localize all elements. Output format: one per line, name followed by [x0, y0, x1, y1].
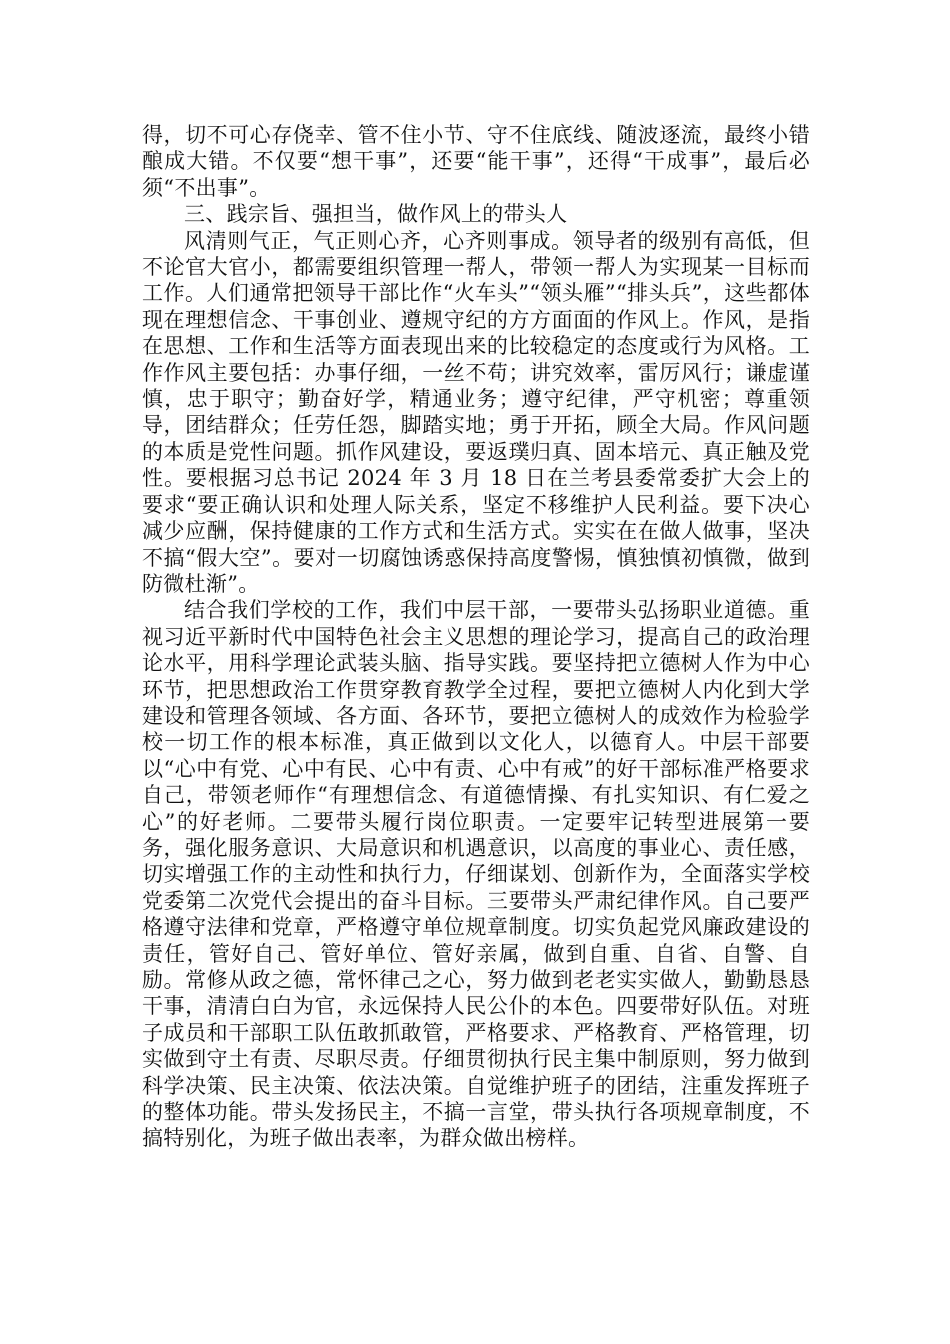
paragraph-school-cadres: 结合我们学校的工作，我们中层干部，一要带头弘扬职业道德。重视习近平新时代中国特色社会主义思想的理论学习，提高自己的政治理论水平，用科学理论武装头脑、指导实践。要坚持把立德树人作为中心环节，把思想政治工作贯穿教育教学全过程，要把立德树人内化到大学建设和管理各领域、各方面、各环节，要把立德树人的成效作为检验学校一切工作的根本标准，真正做到以文化人，以德育人。中层干部要以“心中有党、心中有民、心中有责、心中有戒”的好干部标准严格要求自己，带领老师作“有理想信念、有道德情操、有扎实知识、有仁爱之心”的好老师。二要带头履行岗位职责。一定要牢记转型进展第一要务，强化服务意识、大局意识和机遇意识，以高度的事业心、责任感，切实增强工作的主动性和执行力，仔细谋划、创新作为，全面落实学校党委第二次党代会提出的奋斗目标。三要带头严肃纪律作风。自己要严格遵守法律和党章，严格遵守单位规章制度。切实负起党风廉政建设的责任，管好自己、管好单位、管好亲属，做到自重、自省、自警、自励。常修从政之德，常怀律己之心，努力做到老老实实做人，勤勤恳恳干事，清清白白为官，永远保持人民公仆的本色。四要带好队伍。对班子成员和干部职工队伍敢抓敢管，严格要求、严格教育、严格管理，切实做到守土有责、尽职尽责。仔细贯彻执行民主集中制原则，努力做到科学决策、民主决策、依法决策。自觉维护班子的团结，注重发挥班子的整体功能。带头发扬民主，不搞一言堂，带头执行各项规章制度，不搞特别化，为班子做出表率，为群众做出榜样。	[142, 598, 810, 1151]
paragraph-work-style: 风清则气正，气正则心齐，心齐则事成。领导者的级别有高低，但不论官大官小，都需要组织管理一帮人，带领一帮人为实现某一目标而工作。人们通常把领导干部比作“火车头”“领头雁”“排头兵”，这些都体现在理想信念、干事创业、遵规守纪的方方面面的作风上。作风，是指在思想、工作和生活等方面表现出来的比较稳定的态度或行为风格。工作作风主要包括：办事仔细，一丝不苟；讲究效率，雷厉风行；谦虚谨慎，忠于职守；勤奋好学，精通业务；遵守纪律，严守机密；尊重领导，团结群众；任劳任怨，脚踏实地；勇于开拓，顾全大局。作风问题的本质是党性问题。抓作风建设，要返璞归真、固本培元、真正触及党性。要根据习总书记 2024 年 3 月 18 日在兰考县委常委扩大会上的要求“要正确认识和处理人际关系，坚定不移维护人民利益。要下决心减少应酬，保持健康的工作方式和生活方式。实实在在做人做事，坚决不搞“假大空”。要对一切腐蚀诱惑保持高度警惕，慎独慎初慎微，做到防微杜渐”。	[142, 228, 810, 596]
paragraph-continuation: 得，切不可心存侥幸、管不住小节、守不住底线、随波逐流，最终小错酿成大错。不仅要“想干事”，还要“能干事”，还得“干成事”，最后必须“不出事”。	[142, 123, 810, 200]
section-heading: 三、践宗旨、强担当，做作风上的带头人	[184, 202, 568, 227]
document-page	[142, 122, 810, 1152]
